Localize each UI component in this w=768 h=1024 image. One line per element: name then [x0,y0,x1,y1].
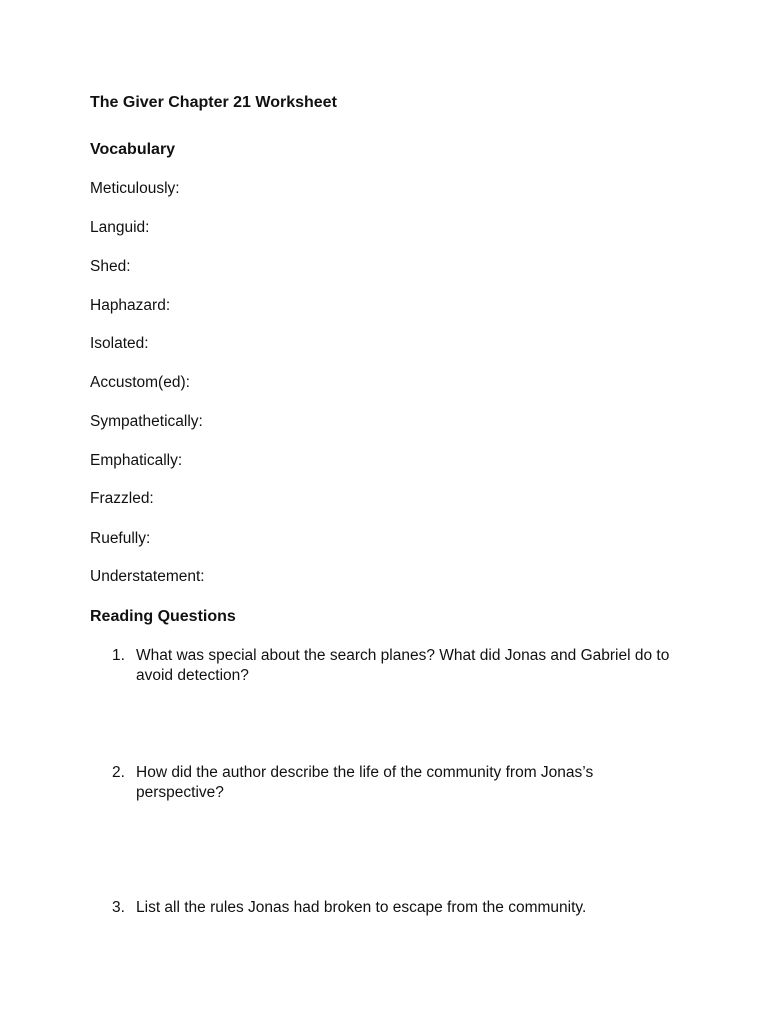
vocabulary-item: Shed: [90,258,131,275]
vocabulary-item: Sympathetically: [90,413,203,430]
vocabulary-heading: Vocabulary [90,141,176,158]
vocabulary-item: Haphazard: [90,297,171,314]
question-number: 1. [112,647,125,664]
vocabulary-item: Emphatically: [90,452,183,469]
page-title: The Giver Chapter 21 Worksheet [90,94,337,111]
vocabulary-item: Ruefully: [90,530,151,547]
vocabulary-item: Isolated: [90,335,149,352]
vocabulary-item: Languid: [90,219,150,236]
question-text: How did the author describe the life of the community from Jonas’s perspective? [136,764,594,801]
vocabulary-item: Understatement: [90,568,205,585]
question-text: List all the rules Jonas had broken to escape from the community. [136,899,587,916]
question-number: 2. [112,764,125,781]
vocabulary-item: Meticulously: [90,180,180,197]
question-number: 3. [112,899,125,916]
question-text: What was special about the search planes? What did Jonas and Gabriel do to avoid detection? [136,647,670,684]
vocabulary-item: Frazzled: [90,490,154,507]
reading-questions-heading: Reading Questions [90,608,236,625]
vocabulary-item: Accustom(ed): [90,374,190,391]
